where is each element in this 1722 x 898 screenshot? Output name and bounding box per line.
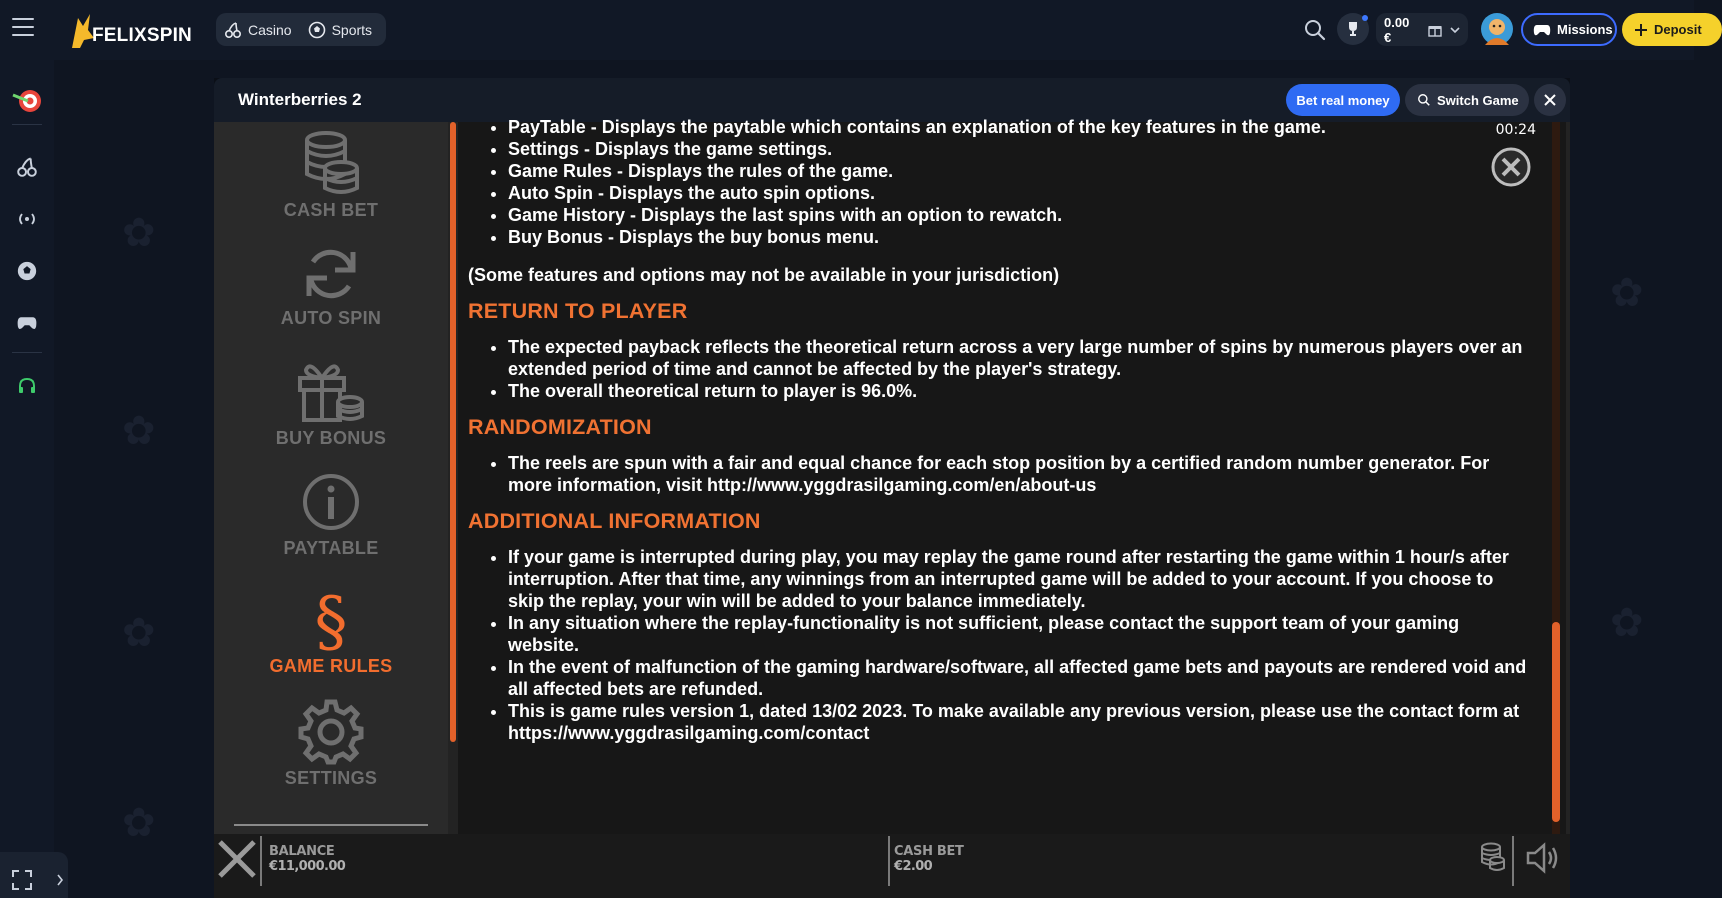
close-icon [1543, 93, 1557, 107]
section-icon [301, 583, 361, 660]
trophy-icon [1345, 21, 1361, 37]
coins-icon[interactable] [1480, 842, 1506, 872]
menu-settings-label: SETTINGS [284, 768, 378, 788]
jurisdiction-note: (Some features and options may not be available in your jurisdiction) [468, 265, 1060, 285]
chevron-right-icon [56, 874, 64, 886]
bg-pattern-icon: ✿ [122, 211, 156, 255]
additional-info-heading: ADDITIONAL INFORMATION [468, 509, 761, 533]
list-item: • Game Rules - Displays the rules of the game. [508, 160, 1528, 182]
close-modal-button[interactable] [1534, 84, 1566, 116]
gear-icon [299, 700, 363, 764]
list-item: • In any situation where the replay-functionality is not sufficient, please contact the support team of your gaming website. [508, 612, 1528, 656]
list-item: • The reels are spun with a fair and equal chance for each stop position by a certified random number generator. For more information, visit http://www.yggdrasilgaming.com/en/about-us [508, 452, 1528, 496]
close-menu-icon[interactable] [216, 838, 258, 880]
game-side-menu [214, 122, 448, 834]
list-item: • This is game rules version 1, dated 13/02 2023. To make available any previous version, please use the contact form at https://www.yggdrasilgaming.com/contact [508, 700, 1528, 744]
headset-icon [17, 377, 37, 397]
separator [1512, 836, 1514, 886]
bg-pattern-icon: ✿ [1610, 601, 1644, 645]
switch-game-button[interactable] [1405, 84, 1529, 116]
bet-real-money-button[interactable]: Bet real money [1286, 84, 1400, 116]
svg-text:§: § [314, 583, 348, 660]
avatar[interactable] [1481, 13, 1513, 45]
separator [260, 836, 262, 886]
rail-support[interactable] [10, 372, 44, 402]
additional-info-list [468, 546, 1528, 744]
menu-auto-spin[interactable] [214, 236, 448, 344]
menu-icon[interactable] [12, 18, 34, 36]
nav-sports[interactable] [308, 21, 372, 39]
balance-value: €11,000.00 [269, 859, 346, 874]
close-rules-icon[interactable] [1490, 146, 1532, 188]
chevron-down-icon [1450, 25, 1460, 35]
search-icon [1417, 93, 1431, 107]
menu-settings[interactable] [214, 692, 448, 800]
menu-cash-bet[interactable] [214, 122, 448, 230]
rail-promotions[interactable] [10, 86, 44, 116]
user-avatar-icon [1481, 13, 1513, 45]
rail-games[interactable] [10, 308, 44, 338]
fullscreen-icon [12, 870, 32, 890]
football-icon [16, 260, 38, 282]
rtp-list [468, 336, 1528, 402]
cash-bet-value: €2.00 [894, 859, 933, 874]
menu-buy-bonus-label: BUY BONUS [275, 428, 387, 448]
menu-cash-bet-label: CASH BET [283, 200, 379, 220]
list-item: • Buy Bonus - Displays the buy bonus menu. [508, 226, 1528, 248]
search-icon[interactable] [1303, 18, 1327, 42]
dart-target-icon [11, 86, 43, 116]
game-bottom-bar [214, 834, 1570, 898]
trophy-button[interactable] [1337, 13, 1369, 45]
list-item: • Settings - Displays the game settings. [508, 138, 1528, 160]
deposit-label: Deposit [1654, 22, 1702, 37]
session-timer: 00:24 [1495, 122, 1536, 138]
menu-buy-bonus[interactable] [214, 350, 448, 458]
list-item: • In the event of malfunction of the gaming hardware/software, all affected game bets and payouts are rendered void and all affected bets are refunded. [508, 656, 1528, 700]
separator [888, 836, 890, 886]
bg-pattern-icon: ✿ [122, 611, 156, 655]
menu-paytable[interactable] [214, 464, 448, 572]
main-nav [216, 13, 386, 46]
game-canvas [214, 117, 1570, 834]
rail-casino[interactable] [10, 152, 44, 182]
missions-button[interactable] [1521, 13, 1617, 46]
menu-game-rules-label: GAME RULES [269, 656, 393, 676]
menu-auto-spin-label: AUTO SPIN [280, 308, 382, 328]
cash-bet-label: CASH BET [894, 844, 964, 859]
cherries-icon [16, 156, 38, 178]
switch-game-label: Switch Game [1437, 92, 1519, 108]
menu-paytable-label: PAYTABLE [283, 538, 379, 558]
wallet-balance: 0.00 € [1384, 14, 1410, 45]
list-item: • If your game is interrupted during play, you may replay the game round after restarting the game within 1 hour/s after interruption. After that time, any winnings from an interrupted game will be added to your account. If you choose to skip the replay, your win will be added to your balance immediately. [508, 546, 1528, 612]
fox-logo-icon [68, 14, 94, 48]
list-item: • The overall theoretical return to player is 96.0%. [508, 380, 1528, 402]
broadcast-icon [16, 208, 38, 230]
bg-pattern-icon: ✿ [122, 801, 156, 845]
randomization-list [468, 452, 1528, 496]
brand-logo[interactable] [68, 12, 192, 48]
menu-divider [234, 824, 428, 826]
info-icon [301, 472, 361, 534]
gift-icon [296, 358, 366, 424]
list-item: • Auto Spin - Displays the auto spin options. [508, 182, 1528, 204]
cherries-icon [224, 21, 242, 39]
rail-divider [12, 124, 42, 125]
rules-content [468, 116, 1528, 744]
rail-sports[interactable] [10, 256, 44, 286]
left-rail [0, 60, 54, 898]
game-rules-panel [458, 117, 1566, 834]
refresh-icon [301, 244, 361, 304]
wallet-dropdown[interactable] [1376, 13, 1468, 46]
expand-panel[interactable] [0, 852, 68, 898]
randomization-heading: RANDOMIZATION [468, 415, 652, 439]
coins-icon [301, 130, 361, 196]
top-bar [0, 0, 1702, 60]
menu-scrollbar[interactable] [450, 122, 456, 742]
bg-pattern-icon: ✿ [1610, 271, 1644, 315]
gift-icon [1428, 23, 1442, 37]
game-title: Winterberries 2 [238, 90, 362, 109]
features-list [468, 116, 1528, 248]
balance-label: BALANCE [269, 844, 335, 859]
gamepad-icon [1533, 23, 1551, 37]
game-modal [214, 78, 1570, 898]
rail-live[interactable] [10, 204, 44, 234]
rtp-heading: RETURN TO PLAYER [468, 299, 688, 323]
list-item: • PayTable - Displays the paytable which contains an explanation of the key features in the game. [508, 116, 1528, 138]
deposit-button[interactable] [1622, 13, 1722, 46]
brand-name: FELIXSPIN [92, 25, 192, 46]
bg-pattern-icon: ✿ [122, 409, 156, 453]
nav-casino[interactable] [224, 21, 292, 39]
list-item: • Game History - Displays the last spins with an option to rewatch. [508, 204, 1528, 226]
menu-game-rules[interactable] [214, 578, 448, 686]
nav-casino-label: Casino [248, 21, 292, 38]
notification-dot [1362, 15, 1368, 21]
football-icon [308, 21, 326, 39]
list-item: • The expected payback reflects the theoretical return across a very large number of spins by numerous players over an extended period of time and cannot be affected by the player's strategy. [508, 336, 1528, 380]
gamepad-icon [16, 315, 38, 331]
nav-sports-label: Sports [331, 21, 373, 38]
speaker-icon[interactable] [1526, 842, 1562, 874]
rules-scrollbar[interactable] [1552, 622, 1560, 822]
rail-divider [12, 352, 42, 353]
missions-label: Missions [1557, 22, 1613, 37]
plus-icon [1634, 23, 1648, 37]
